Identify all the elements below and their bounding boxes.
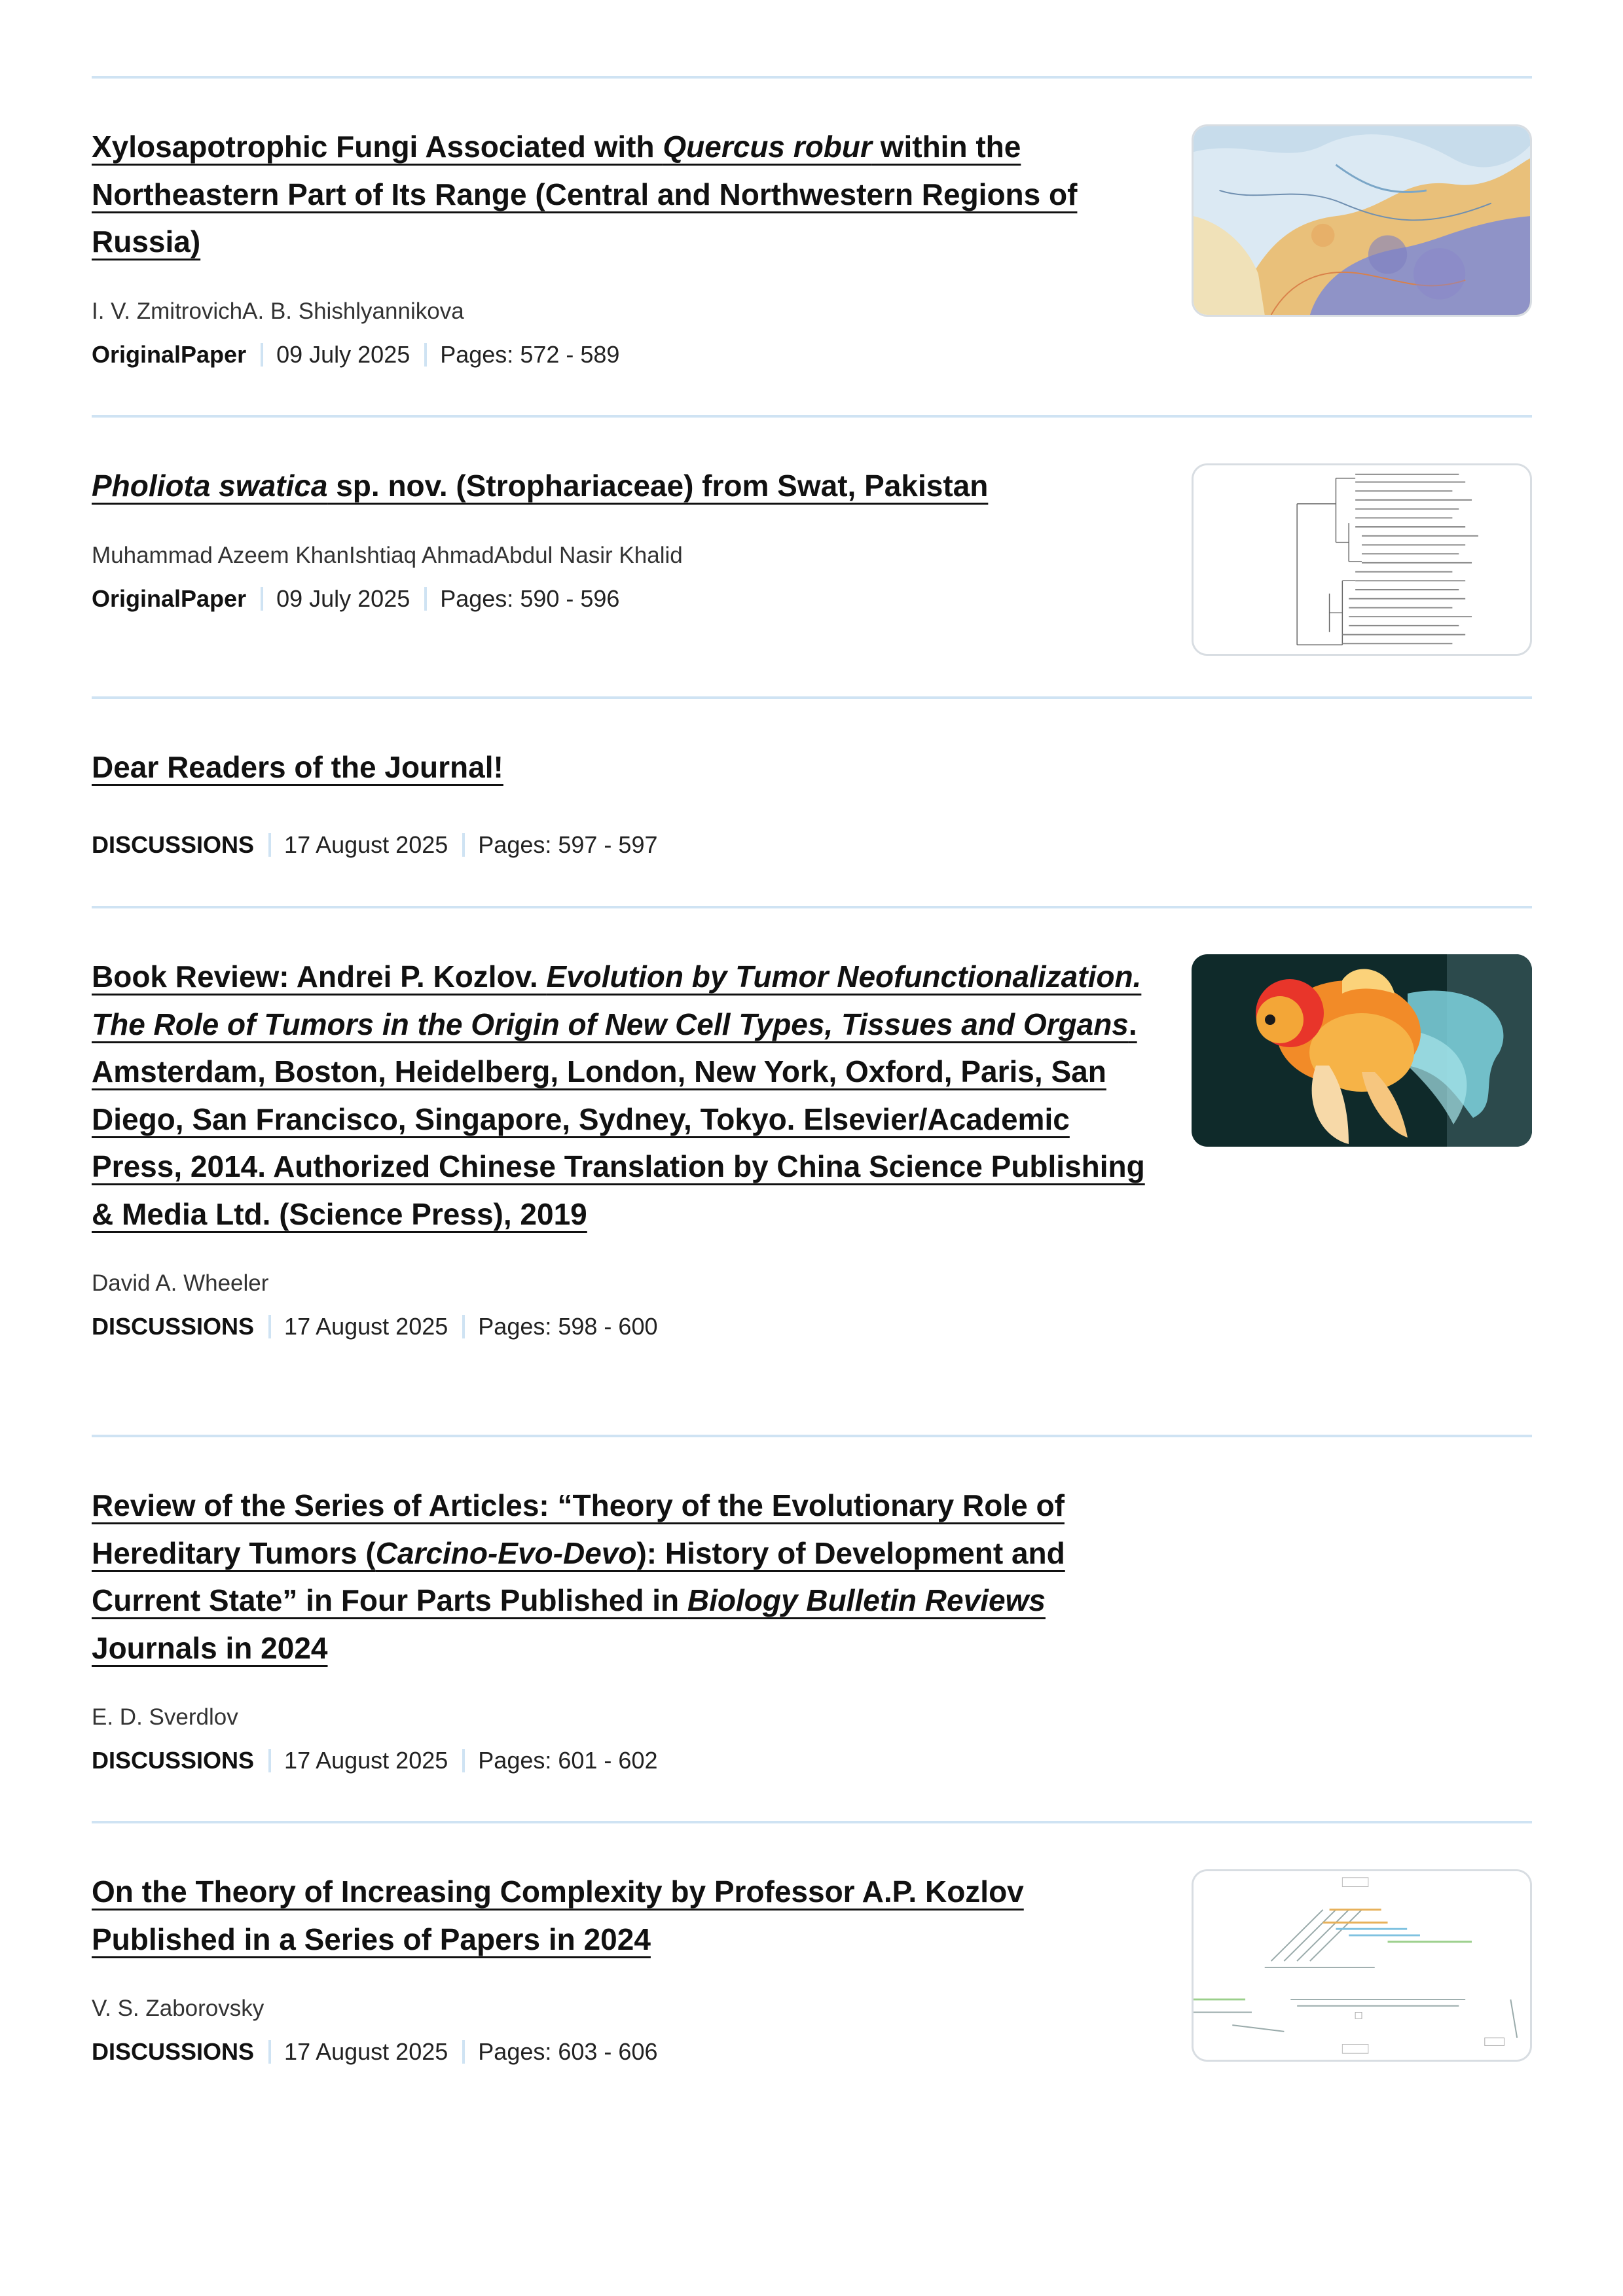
phylogenetic-tree-thumbnail[interactable] [1192, 463, 1532, 656]
article-authors: David A. Wheeler [92, 1270, 269, 1296]
meta-divider [424, 343, 427, 367]
article-item [92, 906, 1532, 1435]
meta-divider [462, 2040, 465, 2064]
article-type: DISCUSSIONS [92, 1747, 255, 1774]
article-title [92, 1868, 1152, 1963]
article-date: 17 August 2025 [284, 831, 448, 858]
article-item [92, 415, 1532, 696]
article-pages: Pages: 598 - 600 [478, 1313, 658, 1340]
article-item [92, 1435, 1532, 1821]
goldfish-thumbnail[interactable] [1192, 954, 1532, 1147]
article-pages: Pages: 597 - 597 [478, 831, 658, 858]
article-date: 09 July 2025 [276, 340, 410, 368]
article-title-link[interactable]: Pholiota swatica sp. nov. (Strophariaceae) from Swat, Pakistan [92, 469, 989, 503]
map-thumbnail[interactable] [1192, 124, 1532, 317]
article-title [92, 1482, 1152, 1672]
article-item [92, 1821, 1532, 2109]
meta-divider [261, 343, 263, 367]
article-title-link[interactable]: Dear Readers of the Journal! [92, 750, 503, 784]
article-title [92, 123, 1152, 266]
article-pages: Pages: 601 - 602 [478, 1747, 658, 1774]
article-meta [92, 1314, 1532, 1340]
article-pages: Pages: 572 - 589 [440, 340, 620, 368]
meta-divider [268, 833, 271, 857]
article-list [92, 76, 1532, 2109]
meta-divider [268, 1315, 271, 1338]
article-date: 17 August 2025 [284, 2038, 448, 2065]
article-type: DISCUSSIONS [92, 1313, 255, 1340]
article-title [92, 953, 1152, 1238]
meta-divider [462, 833, 465, 857]
meta-divider [268, 2040, 271, 2064]
article-title [92, 462, 1152, 510]
article-meta [92, 1748, 1532, 1774]
article-authors: E. D. Sverdlov [92, 1704, 238, 1730]
article-type: DISCUSSIONS [92, 831, 255, 858]
article-type: OriginalPaper [92, 340, 247, 368]
article-pages: Pages: 603 - 606 [478, 2038, 658, 2065]
meta-divider [462, 1315, 465, 1338]
article-authors: Muhammad Azeem KhanIshtiaq AhmadAbdul Nasir Khalid [92, 542, 683, 568]
article-authors: V. S. Zaborovsky [92, 1996, 264, 2021]
meta-divider [424, 587, 427, 611]
article-type: OriginalPaper [92, 584, 247, 612]
article-item [92, 696, 1532, 906]
article-date: 09 July 2025 [276, 584, 410, 612]
article-title [92, 744, 1152, 791]
meta-divider [462, 1749, 465, 1772]
article-title-link[interactable]: Book Review: Andrei P. Kozlov. Evolution by Tumor Neofunctionalization. The Role of Tumors in the Origin of New Cell Types, Tissues and Organs. Amsterdam, Boston, Heidelberg, London, New York, Oxford, Paris, San Diego, San Francisco, Singapore, Sydney, Tokyo. Elsevier/Academic Press, 2014. Authorized Chinese Translation by China Science Publishing & Media Ltd. (Science Press), 2019 [92, 960, 1145, 1231]
article-type: DISCUSSIONS [92, 2038, 255, 2065]
article-pages: Pages: 590 - 596 [440, 584, 620, 612]
article-title-link[interactable]: Xylosapotrophic Fungi Associated with Quercus robur within the Northeastern Part of Its Range (Central and Northwestern Regions of Russia) [92, 130, 1078, 259]
article-date: 17 August 2025 [284, 1313, 448, 1340]
article-authors: I. V. ZmitrovichA. B. Shishlyannikova [92, 298, 464, 324]
article-title-link[interactable]: Review of the Series of Articles: “Theory of the Evolutionary Role of Hereditary Tumors (Carcino-Evo-Devo): History of Development and Current State” in Four Parts Published in Biology Bulletin Reviews Journals in 2024 [92, 1488, 1065, 1665]
article-item [92, 76, 1532, 415]
article-date: 17 August 2025 [284, 1747, 448, 1774]
article-title-link[interactable]: On the Theory of Increasing Complexity by Professor A.P. Kozlov Published in a Series of Papers in 2024 [92, 1874, 1024, 1956]
meta-divider [268, 1749, 271, 1772]
article-meta [92, 832, 1532, 858]
meta-divider [261, 587, 263, 611]
article-meta [92, 342, 1532, 368]
diagram-thumbnail[interactable] [1192, 1869, 1532, 2062]
